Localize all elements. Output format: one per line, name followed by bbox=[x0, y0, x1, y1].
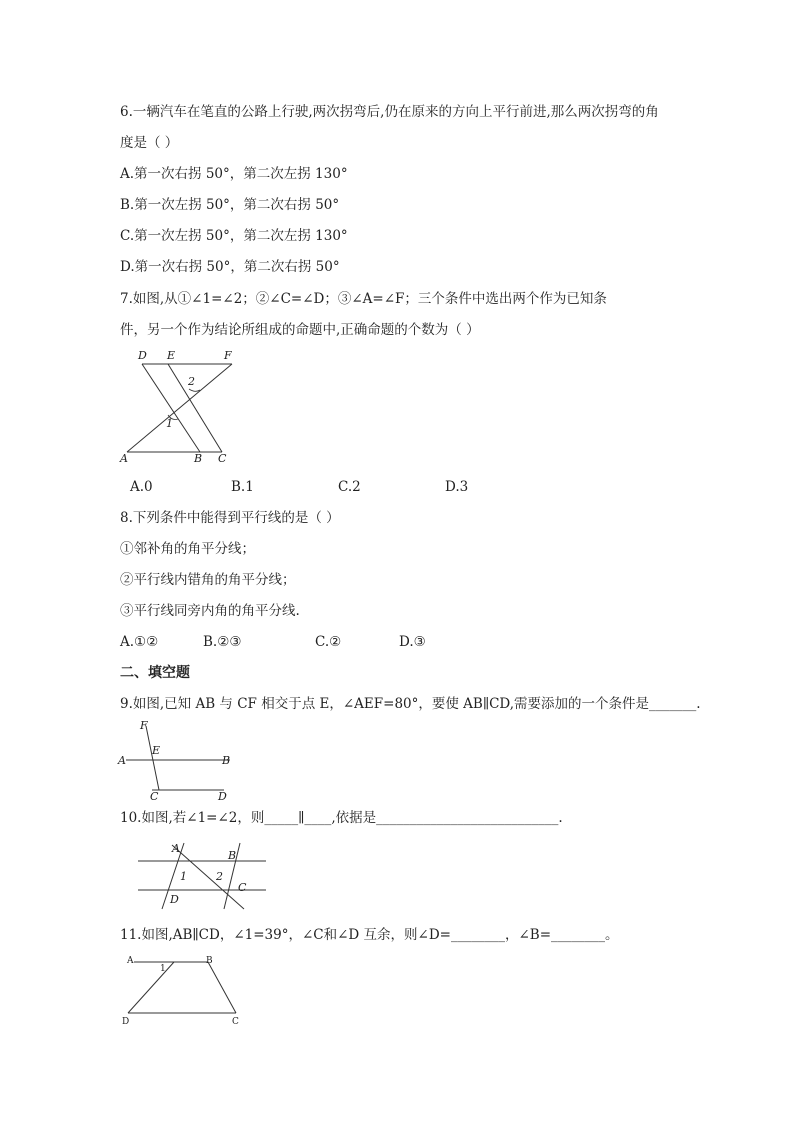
q6-option-a: A.第一次右拐 50°，第二次左拐 130° bbox=[120, 166, 348, 182]
q10-stem: 10.如图,若∠1=∠2，则_____∥____,依据是___________________________. bbox=[120, 810, 563, 826]
q8-stem: 8.下列条件中能得到平行线的是（ ） bbox=[120, 510, 340, 526]
q10-label-d: D bbox=[170, 893, 179, 906]
q8-item-1: ①邻补角的角平分线； bbox=[120, 541, 255, 557]
q6-stem-line2: 度是（ ） bbox=[120, 135, 179, 151]
q9-label-d: D bbox=[218, 790, 227, 803]
section-title-fill-in: 二、填空题 bbox=[120, 665, 190, 681]
q9-label-e: E bbox=[152, 744, 161, 757]
q7-label-c: C bbox=[218, 452, 227, 465]
q10-label-a: A bbox=[172, 842, 180, 855]
q6-stem-line1: 6.一辆汽车在笔直的公路上行驶,两次拐弯后,仍在原来的方向上平行前进,那么两次拐弯的角 bbox=[120, 104, 659, 120]
q8-option-c: C.② bbox=[315, 634, 342, 650]
q6-option-b: B.第一次左拐 50°，第二次右拐 50° bbox=[120, 197, 340, 213]
q7-option-b: B.1 bbox=[231, 479, 254, 495]
q7-options bbox=[130, 478, 530, 496]
q7-stem-line2: 件，另一个作为结论所组成的命题中,正确命题的个数为（ ） bbox=[120, 322, 480, 338]
q11-line-ad bbox=[128, 962, 174, 1013]
q10-label-b: B bbox=[228, 849, 237, 862]
q10-label-1: 1 bbox=[180, 870, 187, 883]
q8-option-d: D.③ bbox=[399, 634, 426, 650]
q9-line-cf bbox=[146, 726, 159, 790]
q10-label-c: C bbox=[238, 881, 247, 894]
q7-stem-line1: 7.如图,从①∠1=∠2；②∠C=∠D；③∠A=∠F；三个条件中选出两个作为已知条 bbox=[120, 291, 607, 307]
q6-option-c: C.第一次左拐 50°，第二次左拐 130° bbox=[120, 228, 348, 244]
q11-label-1: 1 bbox=[160, 964, 166, 974]
q11-label-d: D bbox=[122, 1017, 130, 1027]
q7-label-2: 2 bbox=[188, 375, 195, 388]
q7-label-a: A bbox=[120, 452, 128, 465]
q9-label-a: A bbox=[118, 754, 126, 767]
q11-stem: 11.如图,AB∥CD，∠1=39°，∠C和∠D 互余，则∠D=________，∠B=________。 bbox=[120, 927, 619, 943]
q11-figure bbox=[120, 950, 250, 1030]
q9-label-c: C bbox=[150, 790, 159, 803]
q11-label-b: B bbox=[206, 956, 213, 966]
q9-label-b: B bbox=[222, 754, 231, 767]
q7-label-d: D bbox=[138, 349, 147, 362]
q7-label-b: B bbox=[194, 452, 203, 465]
q8-item-3: ③平行线同旁内角的角平分线. bbox=[120, 603, 300, 619]
q7-line-ec bbox=[168, 364, 222, 452]
q11-label-a: A bbox=[127, 956, 134, 966]
q10-figure bbox=[132, 837, 272, 917]
q7-label-1: 1 bbox=[166, 417, 173, 430]
q7-label-f: F bbox=[224, 349, 232, 362]
q8-options bbox=[120, 633, 450, 651]
q7-option-c: C.2 bbox=[338, 479, 361, 495]
q9-figure bbox=[112, 716, 242, 802]
q9-stem: 9.如图,已知 AB 与 CF 相交于点 E，∠AEF=80°，要使 AB∥CD,需要添加的一个条件是_______. bbox=[120, 696, 701, 712]
q8-option-a: A.①② bbox=[120, 634, 159, 650]
q7-option-a: A.0 bbox=[130, 479, 153, 495]
q10-label-2: 2 bbox=[216, 870, 223, 883]
q8-item-2: ②平行线内错角的角平分线； bbox=[120, 572, 296, 588]
q9-label-f: F bbox=[140, 719, 148, 732]
q7-label-e: E bbox=[167, 349, 176, 362]
q7-figure bbox=[110, 345, 250, 470]
q11-label-c: C bbox=[232, 1017, 239, 1027]
q6-option-d: D.第一次右拐 50°，第二次右拐 50° bbox=[120, 259, 340, 275]
q8-option-b: B.②③ bbox=[203, 634, 242, 650]
q11-line-bc bbox=[208, 962, 236, 1013]
q7-angle2-arc bbox=[189, 389, 200, 391]
q7-line-af bbox=[127, 364, 232, 452]
q7-option-d: D.3 bbox=[445, 479, 469, 495]
